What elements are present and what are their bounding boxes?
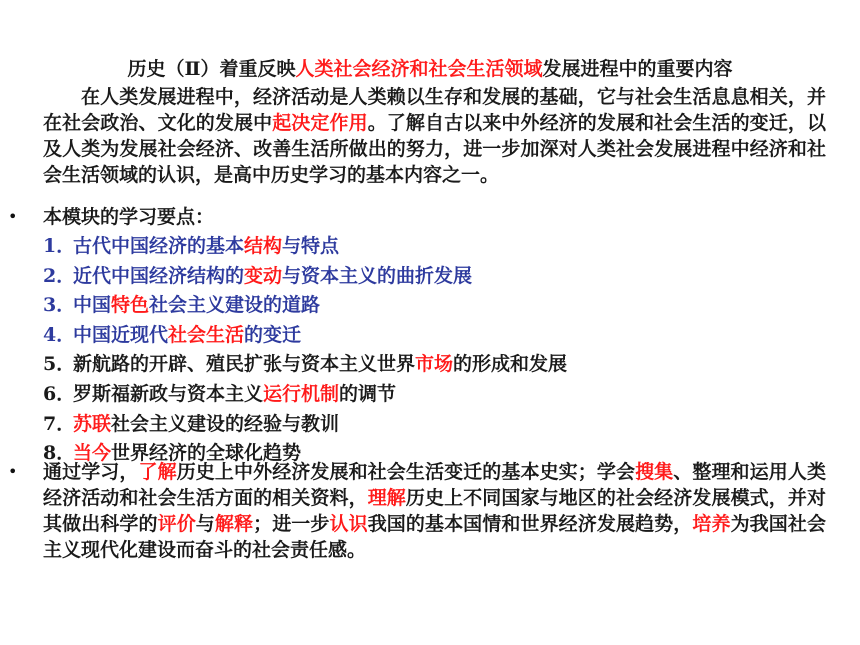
learning-point (43, 321, 826, 351)
outro-text: 通过学习， (43, 461, 139, 483)
learning-point (43, 262, 826, 292)
point-text: 新航路的开辟、殖民扩张与资本主义世界 (73, 353, 416, 376)
point-highlight: 运行机制 (263, 382, 340, 405)
point-highlight: 苏联 (73, 412, 112, 435)
point-text: 古代中国经济的基本 (73, 235, 245, 257)
point-number: 5． (43, 353, 76, 376)
slide-title (0, 56, 860, 82)
point-text: 社会主义建设的经验与教训 (111, 412, 340, 435)
point-number: 8． (43, 442, 76, 465)
outro-highlight: 培养 (692, 513, 731, 535)
bullet-dot-icon: • (8, 207, 18, 226)
point-number: 2． (43, 264, 76, 287)
point-text: 的调节 (339, 382, 397, 405)
point-highlight: 结构 (244, 235, 283, 257)
point-highlight: 社会生活 (168, 323, 245, 346)
learning-point (43, 232, 826, 262)
bullet-dot-icon: • (8, 462, 18, 481)
title-text: 历史（Ⅱ）着重反映 (127, 58, 296, 80)
outro-text: 历史上不同国家与地区的社会经济发展模式，并对其做出科学的 (43, 487, 826, 535)
point-number: 6． (43, 382, 76, 405)
point-text: 中国 (73, 294, 112, 317)
title-text-end: 发展进程中的重要内容 (542, 58, 733, 80)
point-number: 4． (43, 323, 76, 346)
outro-text: ；进一步 (253, 513, 330, 535)
point-text: 中国近现代 (73, 323, 169, 346)
point-highlight: 特色 (111, 294, 150, 317)
learning-point (43, 291, 826, 321)
outro-text: 我国的基本国情和世界经济发展趋势， (367, 513, 693, 535)
outro-highlight: 理解 (367, 487, 406, 509)
points-list (43, 232, 826, 469)
point-text: 与特点 (282, 235, 340, 257)
intro-paragraph (43, 84, 826, 188)
intro-highlight: 起决定作用 (272, 112, 368, 134)
point-number: 3． (43, 294, 76, 317)
intro-text: 在人类发展进程中，经济活动是人类赖以生存和发展的基础，它与社会生活息息相关，并在社会政治、文化的发展中 (43, 86, 826, 134)
point-text: 的形成和发展 (453, 353, 568, 376)
point-text: 的变迁 (244, 323, 302, 346)
point-text: 近代中国经济结构的 (73, 264, 245, 287)
outro-text: 、整理和运用人类经济活动和社会生活方面的相关资料， (43, 461, 826, 509)
outro-highlight: 了解 (138, 461, 177, 483)
learning-point (43, 380, 826, 410)
point-text: 社会主义建设的道路 (149, 294, 321, 317)
outro-highlight: 认识 (329, 513, 368, 535)
point-number: 1． (43, 235, 76, 257)
intro-text-end: 。了解自古以来中外经济的发展和社会生活的变迁，以及人类为发展社会经济、改善生活所做出的努力，进一步加深对人类社会发展进程中经济和社会生活领域的认识，是高中历史学习的基本内容之一。 (43, 112, 826, 186)
outro-text: 与 (195, 513, 215, 535)
point-highlight: 当今 (73, 442, 112, 465)
outro-paragraph (43, 459, 826, 563)
point-text: 世界经济的全球化趋势 (111, 442, 302, 465)
outro-highlight: 评价 (157, 513, 196, 535)
point-number: 7． (43, 412, 76, 435)
learning-point (43, 350, 826, 380)
point-text: 与资本主义的曲折发展 (282, 264, 473, 287)
outro-highlight: 解释 (214, 513, 254, 535)
point-highlight: 市场 (415, 353, 454, 376)
point-highlight: 变动 (244, 264, 283, 287)
point-text: 罗斯福新政与资本主义 (73, 382, 264, 405)
points-heading: 本模块的学习要点： (43, 206, 215, 228)
outro-text: 历史上中外经济发展和社会生活变迁的基本史实；学会 (176, 461, 636, 483)
outro-text: 为我国社会主义现代化建设而奋斗的社会责任感。 (43, 513, 826, 561)
title-highlight: 人类社会经济和社会生活领域 (295, 58, 543, 80)
learning-point (43, 410, 826, 440)
outro-highlight: 搜集 (635, 461, 674, 483)
